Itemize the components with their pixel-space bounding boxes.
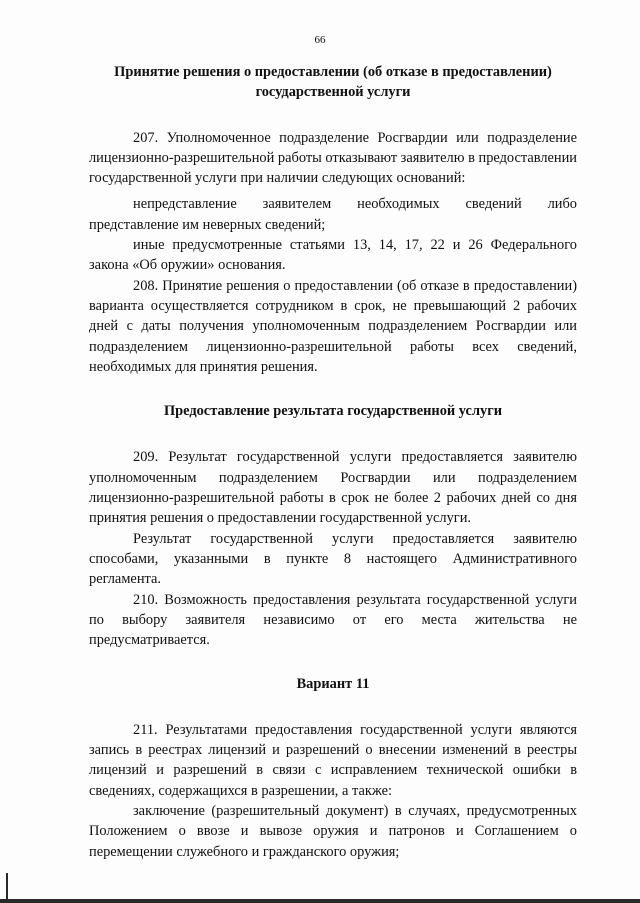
paragraph-result-methods: Результат государственной услуги предоставляется заявителю способами, указанными в пункте 8 настоящего Административного регламента.	[89, 530, 577, 588]
paragraph-208: 208. Принятие решения о предоставлении (об отказе в предоставлении) варианта осуществляется сотрудником в срок, не превышающий 2 рабочих дней с даты получения уполномоченным подразделением Росгвардии или подразделением лицензионно-разрешительной работы всех сведений, необходимых для принятия решения.	[89, 277, 577, 375]
paragraph-ground-2: иные предусмотренные статьями 13, 14, 17, 22 и 26 Федерального закона «Об оружии» основания.	[89, 237, 577, 274]
section-heading-decision: Принятие решения о предоставлении (об отказе в предоставлении) государственной услуги	[114, 64, 552, 101]
document-body	[89, 62, 577, 862]
paragraph-ground-1: непредставление заявителем необходимых сведений либо представление им неверных сведений;	[89, 196, 577, 233]
scan-bottom-edge	[0, 899, 640, 903]
paragraph-210: 210. Возможность предоставления результата государственной услуги по выбору заявителя независимо от его места жительства не предусматривается.	[89, 591, 577, 649]
scan-edge-mark	[6, 873, 8, 899]
paragraph-207: 207. Уполномоченное подразделение Росгвардии или подразделение лицензионно-разрешительной работы отказывают заявителю в предоставлении государственной услуги при наличии следующих оснований:	[89, 129, 577, 187]
paragraph-conclusion: заключение (разрешительный документ) в случаях, предусмотренных Положением о ввозе и вывозе оружия и патронов и Соглашением о перемещении служебного и гражданского оружия;	[89, 802, 577, 860]
section-heading-variant-11: Вариант 11	[296, 676, 370, 693]
paragraph-211: 211. Результатами предоставления государственной услуги являются запись в реестрах лицензий и разрешений о внесении изменений в реестры лицензий и разрешений в связи с исправлением технической ошибки в сведениях, содержащихся в разрешении, а также:	[89, 721, 577, 799]
paragraph-209: 209. Результат государственной услуги предоставляется заявителю уполномоченным подразделением Росгвардии или подразделением лицензионно-разрешительной работы в срок не более 2 рабочих дней со дня принятия решения о предоставлении государственной услуги.	[89, 449, 577, 527]
page-number: 66	[314, 34, 326, 46]
section-heading-result: Предоставление результата государственной услуги	[163, 403, 503, 420]
